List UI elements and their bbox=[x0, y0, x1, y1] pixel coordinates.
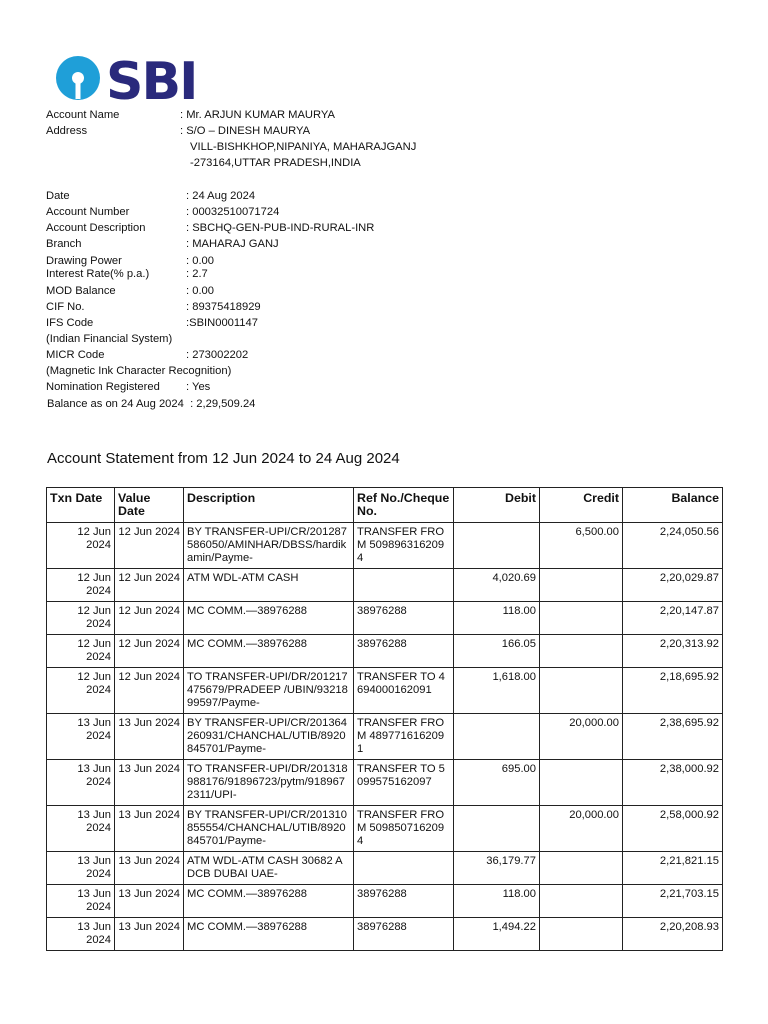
header-ref: Ref No./Cheque No. bbox=[354, 488, 454, 523]
balance-text: 2,20,208.93 bbox=[659, 921, 719, 933]
drawing-power-value: : 0.00 bbox=[186, 255, 214, 267]
cell-ref-no bbox=[354, 714, 454, 760]
cif-label: CIF No. bbox=[46, 301, 85, 313]
balance-text: 2,20,147.87 bbox=[659, 605, 719, 617]
credit-text: 20,000.00 bbox=[569, 717, 619, 729]
cell-debit bbox=[454, 602, 540, 635]
cell-value-date bbox=[115, 806, 184, 852]
cell-debit bbox=[454, 852, 540, 885]
cell-debit bbox=[454, 885, 540, 918]
cell-balance bbox=[623, 885, 723, 918]
svg-text:SBI: SBI bbox=[106, 52, 197, 104]
cell-debit bbox=[454, 806, 540, 852]
cell-value-date bbox=[115, 760, 184, 806]
description-text: TO TRANSFER-UPI/DR/201217475679/PRADEEP /UBIN/9321899597/Payme- bbox=[187, 671, 348, 709]
ref-no-text: 38976288 bbox=[357, 605, 407, 617]
branch-label: Branch bbox=[46, 238, 82, 250]
cell-credit bbox=[540, 668, 623, 714]
address-line-2: VILL-BISHKHOP,NIPANIYA, MAHARAJGANJ bbox=[190, 141, 417, 153]
cell-ref-no bbox=[354, 523, 454, 569]
value-date-text: 13 Jun 2024 bbox=[118, 763, 180, 775]
cell-txn-date bbox=[47, 760, 115, 806]
cell-credit bbox=[540, 635, 623, 668]
account-number-value: : 00032510071724 bbox=[186, 206, 280, 218]
balance-text: 2,18,695.92 bbox=[659, 671, 719, 683]
debit-text: 118.00 bbox=[502, 888, 536, 900]
account-name-value: : Mr. ARJUN KUMAR MAURYA bbox=[180, 109, 335, 121]
value-date-text: 12 Jun 2024 bbox=[118, 671, 180, 683]
balance-text: 2,24,050.56 bbox=[659, 526, 719, 538]
txn-date-text: 12 Jun 2024 bbox=[77, 671, 111, 696]
txn-date-text: 13 Jun 2024 bbox=[77, 921, 111, 946]
txn-date-text: 12 Jun 2024 bbox=[77, 526, 111, 551]
description-text: BY TRANSFER-UPI/CR/201287586050/AMINHAR/DBSS/hardikamin/Payme- bbox=[187, 526, 348, 564]
table-row bbox=[47, 635, 723, 668]
balance-text: 2,20,313.92 bbox=[659, 638, 719, 650]
account-name-label: Account Name bbox=[46, 109, 120, 121]
statement-header-row bbox=[47, 488, 723, 523]
address-line-3: -273164,UTTAR PRADESH,INDIA bbox=[190, 157, 361, 169]
cell-description bbox=[184, 523, 354, 569]
mod-balance-label: MOD Balance bbox=[46, 285, 116, 297]
txn-date-text: 13 Jun 2024 bbox=[77, 855, 111, 880]
cell-credit bbox=[540, 602, 623, 635]
nomination-value: : Yes bbox=[186, 381, 211, 393]
ifs-note: (Indian Financial System) bbox=[46, 333, 173, 345]
cell-value-date bbox=[115, 918, 184, 951]
statement-table bbox=[46, 487, 723, 951]
debit-text: 36,179.77 bbox=[486, 855, 536, 867]
ref-no-text: 38976288 bbox=[357, 888, 407, 900]
ref-no-text: TRANSFER FROM 5098963162094 bbox=[357, 526, 445, 564]
debit-text: 1,494.22 bbox=[492, 921, 536, 933]
cell-balance bbox=[623, 760, 723, 806]
table-row bbox=[47, 668, 723, 714]
ref-no-text: TRANSFER TO 5099575162097 bbox=[357, 763, 445, 788]
table-row bbox=[47, 569, 723, 602]
account-info bbox=[0, 0, 768, 420]
balance-line: Balance as on 24 Aug 2024 : 2,29,509.24 bbox=[47, 398, 256, 410]
cell-description bbox=[184, 918, 354, 951]
description-text: TO TRANSFER-UPI/DR/201318988176/91896723/pytm/9189672311/UPI- bbox=[187, 763, 348, 801]
ifs-label: IFS Code bbox=[46, 317, 94, 329]
ref-no-text: TRANSFER FROM 5098507162094 bbox=[357, 809, 445, 847]
cell-value-date bbox=[115, 668, 184, 714]
cell-description bbox=[184, 760, 354, 806]
header-credit: Credit bbox=[540, 488, 623, 523]
description-text: MC COMM.—38976288 bbox=[187, 605, 307, 617]
cell-balance bbox=[623, 714, 723, 760]
cell-balance bbox=[623, 569, 723, 602]
interest-rate-label: Interest Rate(% p.a.) bbox=[46, 268, 150, 280]
ref-no-text: TRANSFER TO 4694000162091 bbox=[357, 671, 445, 696]
table-row bbox=[47, 760, 723, 806]
cell-credit bbox=[540, 523, 623, 569]
cell-balance bbox=[623, 806, 723, 852]
nomination-label: Nomination Registered bbox=[46, 381, 160, 393]
txn-date-text: 13 Jun 2024 bbox=[77, 717, 111, 742]
cell-credit bbox=[540, 852, 623, 885]
cell-debit bbox=[454, 714, 540, 760]
value-date-text: 13 Jun 2024 bbox=[118, 855, 180, 867]
debit-text: 695.00 bbox=[501, 763, 536, 775]
statement-title: Account Statement from 12 Jun 2024 to 24 Aug 2024 bbox=[47, 450, 400, 467]
balance-text: 2,21,821.15 bbox=[659, 855, 719, 867]
value-date-text: 12 Jun 2024 bbox=[118, 605, 180, 617]
mod-balance-value: : 0.00 bbox=[186, 285, 214, 297]
balance-text: 2,58,000.92 bbox=[659, 809, 719, 821]
date-label: Date bbox=[46, 190, 70, 202]
balance-text: 2,38,000.92 bbox=[659, 763, 719, 775]
cell-ref-no bbox=[354, 760, 454, 806]
cell-description bbox=[184, 602, 354, 635]
cell-ref-no bbox=[354, 668, 454, 714]
cell-value-date bbox=[115, 523, 184, 569]
cell-description bbox=[184, 885, 354, 918]
table-row bbox=[47, 918, 723, 951]
txn-date-text: 13 Jun 2024 bbox=[77, 809, 111, 834]
cell-credit bbox=[540, 806, 623, 852]
cell-value-date bbox=[115, 714, 184, 760]
cell-txn-date bbox=[47, 569, 115, 602]
description-text: MC COMM.—38976288 bbox=[187, 921, 307, 933]
cell-balance bbox=[623, 602, 723, 635]
cell-ref-no bbox=[354, 852, 454, 885]
cell-ref-no bbox=[354, 602, 454, 635]
txn-date-text: 12 Jun 2024 bbox=[77, 605, 111, 630]
description-text: BY TRANSFER-UPI/CR/201364260931/CHANCHAL/UTIB/8920845701/Payme- bbox=[187, 717, 348, 755]
table-row bbox=[47, 523, 723, 569]
micr-label: MICR Code bbox=[46, 349, 105, 361]
cell-txn-date bbox=[47, 806, 115, 852]
ref-no-text: 38976288 bbox=[357, 921, 407, 933]
value-date-text: 12 Jun 2024 bbox=[118, 572, 180, 584]
txn-date-text: 13 Jun 2024 bbox=[77, 888, 111, 913]
description-text: BY TRANSFER-UPI/CR/201310855554/CHANCHAL/UTIB/8920845701/Payme- bbox=[187, 809, 348, 847]
cell-description bbox=[184, 806, 354, 852]
cell-description bbox=[184, 668, 354, 714]
cell-balance bbox=[623, 668, 723, 714]
description-text: ATM WDL-ATM CASH bbox=[187, 572, 299, 584]
cell-ref-no bbox=[354, 885, 454, 918]
cell-debit bbox=[454, 668, 540, 714]
value-date-text: 12 Jun 2024 bbox=[118, 526, 180, 538]
cell-value-date bbox=[115, 885, 184, 918]
cell-txn-date bbox=[47, 523, 115, 569]
txn-date-text: 13 Jun 2024 bbox=[77, 763, 111, 788]
debit-text: 118.00 bbox=[502, 605, 536, 617]
cell-description bbox=[184, 714, 354, 760]
balance-text: 2,38,695.92 bbox=[659, 717, 719, 729]
cell-credit bbox=[540, 918, 623, 951]
ifs-value: :SBIN0001147 bbox=[186, 317, 258, 329]
micr-value: : 273002202 bbox=[186, 349, 249, 361]
cell-value-date bbox=[115, 602, 184, 635]
branch-value: : MAHARAJ GANJ bbox=[186, 238, 279, 250]
table-row bbox=[47, 714, 723, 760]
account-description-label: Account Description bbox=[46, 222, 146, 234]
cell-debit bbox=[454, 569, 540, 602]
table-row bbox=[47, 602, 723, 635]
cell-credit bbox=[540, 760, 623, 806]
txn-date-text: 12 Jun 2024 bbox=[77, 572, 111, 597]
debit-text: 4,020.69 bbox=[492, 572, 536, 584]
header-description: Description bbox=[184, 488, 354, 523]
cell-txn-date bbox=[47, 885, 115, 918]
address-label: Address bbox=[46, 125, 88, 137]
value-date-text: 13 Jun 2024 bbox=[118, 921, 180, 933]
cell-value-date bbox=[115, 569, 184, 602]
cell-balance bbox=[623, 523, 723, 569]
account-number-label: Account Number bbox=[46, 206, 130, 218]
cell-value-date bbox=[115, 635, 184, 668]
cell-txn-date bbox=[47, 635, 115, 668]
cell-credit bbox=[540, 885, 623, 918]
credit-text: 6,500.00 bbox=[575, 526, 619, 538]
cell-ref-no bbox=[354, 635, 454, 668]
cell-value-date bbox=[115, 852, 184, 885]
cell-ref-no bbox=[354, 918, 454, 951]
txn-date-text: 12 Jun 2024 bbox=[77, 638, 111, 663]
cell-txn-date bbox=[47, 714, 115, 760]
micr-note: (Magnetic Ink Character Recognition) bbox=[46, 365, 232, 377]
header-value-date: Value Date bbox=[115, 488, 184, 523]
ref-no-text: TRANSFER FROM 4897716162091 bbox=[357, 717, 445, 755]
table-row bbox=[47, 806, 723, 852]
value-date-text: 13 Jun 2024 bbox=[118, 888, 180, 900]
description-text: ATM WDL-ATM CASH 30682 ADCB DUBAI UAE- bbox=[187, 855, 343, 880]
table-row bbox=[47, 885, 723, 918]
credit-text: 20,000.00 bbox=[569, 809, 619, 821]
cell-txn-date bbox=[47, 602, 115, 635]
debit-text: 1,618.00 bbox=[492, 671, 536, 683]
drawing-power-label: Drawing Power bbox=[46, 255, 122, 267]
cell-debit bbox=[454, 760, 540, 806]
description-text: MC COMM.—38976288 bbox=[187, 888, 307, 900]
cell-txn-date bbox=[47, 918, 115, 951]
cell-balance bbox=[623, 918, 723, 951]
debit-text: 166.05 bbox=[501, 638, 536, 650]
cell-debit bbox=[454, 918, 540, 951]
header-debit: Debit bbox=[454, 488, 540, 523]
cell-balance bbox=[623, 852, 723, 885]
cell-description bbox=[184, 635, 354, 668]
cell-txn-date bbox=[47, 852, 115, 885]
ref-no-text: 38976288 bbox=[357, 638, 407, 650]
value-date-text: 12 Jun 2024 bbox=[118, 638, 180, 650]
table-row bbox=[47, 852, 723, 885]
value-date-text: 13 Jun 2024 bbox=[118, 717, 180, 729]
cell-txn-date bbox=[47, 668, 115, 714]
cif-value: : 89375418929 bbox=[186, 301, 261, 313]
header-txn-date: Txn Date bbox=[47, 488, 115, 523]
account-description-value: : SBCHQ-GEN-PUB-IND-RURAL-INR bbox=[186, 222, 375, 234]
balance-text: 2,20,029.87 bbox=[659, 572, 719, 584]
cell-description bbox=[184, 569, 354, 602]
cell-ref-no bbox=[354, 569, 454, 602]
cell-credit bbox=[540, 569, 623, 602]
interest-rate-value: : 2.7 bbox=[186, 268, 208, 280]
cell-debit bbox=[454, 635, 540, 668]
date-value: : 24 Aug 2024 bbox=[186, 190, 256, 202]
cell-ref-no bbox=[354, 806, 454, 852]
address-line-1: : S/O – DINESH MAURYA bbox=[180, 125, 311, 137]
header-balance: Balance bbox=[623, 488, 723, 523]
balance-text: 2,21,703.15 bbox=[659, 888, 719, 900]
cell-description bbox=[184, 852, 354, 885]
cell-credit bbox=[540, 714, 623, 760]
description-text: MC COMM.—38976288 bbox=[187, 638, 307, 650]
cell-debit bbox=[454, 523, 540, 569]
value-date-text: 13 Jun 2024 bbox=[118, 809, 180, 821]
cell-balance bbox=[623, 635, 723, 668]
